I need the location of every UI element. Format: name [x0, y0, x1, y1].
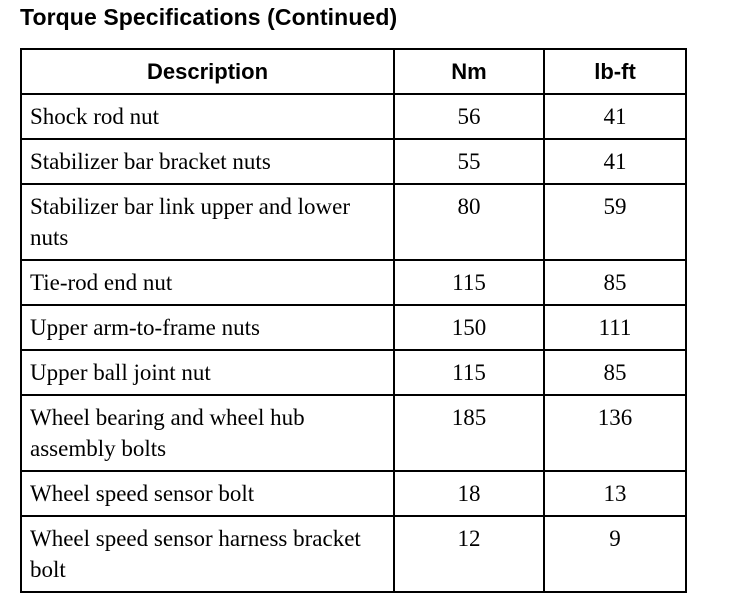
table-row	[21, 139, 686, 184]
row-description: Shock rod nut	[21, 94, 394, 139]
row-description: Stabilizer bar bracket nuts	[21, 139, 394, 184]
header-description: Description	[21, 49, 394, 94]
row-nm: 80	[394, 184, 544, 260]
row-nm: 115	[394, 260, 544, 305]
table-row	[21, 260, 686, 305]
row-lbft: 136	[544, 395, 686, 471]
row-lbft: 9	[544, 516, 686, 592]
row-lbft: 111	[544, 305, 686, 350]
row-nm: 185	[394, 395, 544, 471]
row-nm: 115	[394, 350, 544, 395]
row-nm: 18	[394, 471, 544, 516]
row-description: Upper arm-to-frame nuts	[21, 305, 394, 350]
row-lbft: 85	[544, 350, 686, 395]
row-description: Stabilizer bar link upper and lower nuts	[21, 184, 394, 260]
row-description: Upper ball joint nut	[21, 350, 394, 395]
row-description: Tie-rod end nut	[21, 260, 394, 305]
table-header-row	[21, 49, 686, 94]
row-description: Wheel speed sensor bolt	[21, 471, 394, 516]
torque-spec-table	[20, 48, 687, 593]
row-description: Wheel bearing and wheel hub assembly bolts	[21, 395, 394, 471]
table-row	[21, 395, 686, 471]
table-row	[21, 471, 686, 516]
row-lbft: 13	[544, 471, 686, 516]
row-lbft: 41	[544, 139, 686, 184]
row-nm: 56	[394, 94, 544, 139]
header-nm: Nm	[394, 49, 544, 94]
header-lbft: lb-ft	[544, 49, 686, 94]
table-row	[21, 350, 686, 395]
row-lbft: 85	[544, 260, 686, 305]
table-row	[21, 305, 686, 350]
row-description: Wheel speed sensor harness bracket bolt	[21, 516, 394, 592]
table-row	[21, 184, 686, 260]
row-nm: 150	[394, 305, 544, 350]
row-nm: 55	[394, 139, 544, 184]
row-lbft: 59	[544, 184, 686, 260]
page-title: Torque Specifications (Continued)	[20, 4, 398, 30]
row-nm: 12	[394, 516, 544, 592]
table-row	[21, 516, 686, 592]
row-lbft: 41	[544, 94, 686, 139]
table-row	[21, 94, 686, 139]
